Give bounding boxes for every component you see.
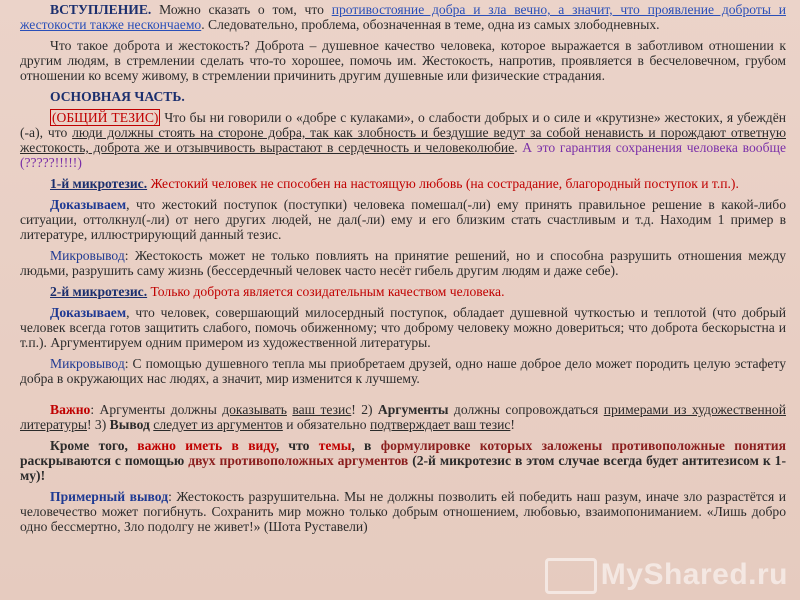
sample-conclusion-text: : Жестокость разрушительна. Мы не должны позволить ей победить наш разум, иначе зло разрастётся и человечество может погибнуть. Сохранить мир можно только добрым отношением, любовью, взаимопониманием. «Лишь добро одно бессмертно, Зло подолгу не живет!» (Шота Руставели) [20,489,786,534]
definition-paragraph: Что такое доброта и жестокость? Доброта – душевное качество человека, которое выражается в заботливом отношении к другим людям, в стремлении сделать что-то хорошее, помочь им. Жестокость, напротив, проявляется в бесчеловечном, грубом отношении ко всему живому, в стремлении причинить другим душевные или физические страдания. [20,38,786,83]
main-part-label: ОСНОВНАЯ ЧАСТЬ. [50,89,185,104]
sample-conclusion-paragraph [20,489,786,534]
antithesis-paragraph [20,438,786,483]
main-part-heading [20,89,786,104]
important-underline-2: ваш тезис [292,402,352,417]
important-label: Важно [50,402,91,417]
microconclusion-1-text: : Жестокость может не только повлиять на принятие решений, но и способна разрушить отношения между людьми, разрушить саму жизнь (бессердечный человек часто несёт гибель другим людям и даже себе). [20,248,786,278]
important-text-1: : Аргументы должны [90,402,223,417]
microconclusion-2-text: : С помощью душевного тепла мы приобретаем друзей, одно наше доброе дело может породить целую эстафету добра в окружающих нас людях, а значит, мир изменится к лучшему. [20,356,786,386]
general-thesis-underlined: люди должны стоять на стороне добра, так как злобность и бездушие ведут за собой ненависть и порождают ответную жестокость, доброта же и отзывчивость вырастают в сердечность и человеколюбие [20,125,786,155]
antithesis-text-5: (2-й микротезис в этом случае всегда будет антитезисом к 1-му)! [20,453,786,483]
general-thesis-text-2: . [514,140,523,155]
intro-text-1: Можно сказать о том, что [151,2,332,17]
antithesis-text-2: , что [275,438,319,453]
intro-text-2: . Следовательно, проблема, обозначенная в теме, одна из самых злободневных. [201,17,660,32]
microthesis-2-text: Только доброта является созидательным качеством человека. [147,284,505,299]
watermark-logo [545,558,788,594]
important-text-7: и обязательно [282,417,371,432]
microconclusion-2-label: Микровывод [50,356,125,371]
intro-link[interactable]: противостояние добра и зла вечно, а значит, что проявление доброты и жестокости также нескончаемо [20,2,786,32]
proof-2-paragraph [20,305,786,350]
important-text-4: должны сопровождаться [448,402,604,417]
logo-icon [545,558,597,594]
proof-2-text: , что человек, совершающий милосердный поступок, обладает душевной чуткостью и теплотой (что добрый человек всегда готов защитить слабого, помочь обиженному; что доброму человеку можно довериться; что доброта бескорыстна и т.п.). Аргументируем одним примером из художественной литературы. [20,305,786,350]
microthesis-1-label: 1-й микротезис. [50,176,148,191]
important-underline-3: примерами из художественной литературы [20,402,786,432]
important-paragraph [20,402,786,432]
watermark-text: MyShared.ru [600,557,788,591]
antithesis-text-4: раскрываются с помощью [20,453,189,468]
microconclusion-2-paragraph [20,356,786,386]
important-bold-2: Вывод [109,417,150,432]
general-thesis-label: (ОБЩИЙ ТЕЗИС) [52,110,159,125]
antithesis-red-2: темы [318,438,352,453]
microthesis-1-paragraph [20,176,786,191]
antithesis-red-4: двух противоположных аргументов [188,453,409,468]
antithesis-red-3: формулировке которых заложены противоположные понятия [380,438,786,453]
proof-1-paragraph [20,197,786,242]
proof-2-label: Доказываем [50,305,127,320]
important-text-8: ! [510,417,515,432]
important-underline-1: доказывать [222,402,287,417]
important-underline-4: следует из аргументов [153,417,283,432]
important-text-3: ! 2) [351,402,378,417]
sample-conclusion-label: Примерный вывод [50,489,169,504]
antithesis-text-1: Кроме того, [50,438,138,453]
important-bold-1: Аргументы [377,402,449,417]
microthesis-1-text: Жестокий человек не способен на настоящую любовь (на сострадание, благородный поступок и т.п.). [147,176,739,191]
microthesis-2-paragraph [20,284,786,299]
proof-1-label: Доказываем [50,197,127,212]
microconclusion-1-label: Микровывод [50,248,125,263]
antithesis-text-3: , в [351,438,381,453]
antithesis-red-1: важно иметь в виду [137,438,276,453]
important-text-5: ! 3) [87,417,110,432]
spacer [20,392,786,402]
general-thesis-paragraph [20,110,786,170]
proof-1-text: , что жестокий поступок (поступки) человека помешал(-ли) ему принять правильное решение в какой-либо ситуации, оттолкнул(-ли) от него других людей, не дал(-ли) ему и его близким стать счастливым и т.д. Находим 1 пример в литературе, иллюстрирующий данный тезис. [20,197,786,242]
microthesis-2-label: 2-й микротезис. [50,284,148,299]
microconclusion-1-paragraph [20,248,786,278]
general-thesis-purple: А это гарантия сохранения человека вообще (?????!!!!!) [20,140,786,170]
intro-label: ВСТУПЛЕНИЕ. [50,2,152,17]
intro-paragraph [20,2,786,32]
important-underline-5: подтверждает ваш тезис [370,417,511,432]
general-thesis-text-1: Что бы ни говорили о «добре с кулаками», о слабости добрых и о силе и «крутизне» жестоких, я убеждён (-а), что [20,110,786,140]
